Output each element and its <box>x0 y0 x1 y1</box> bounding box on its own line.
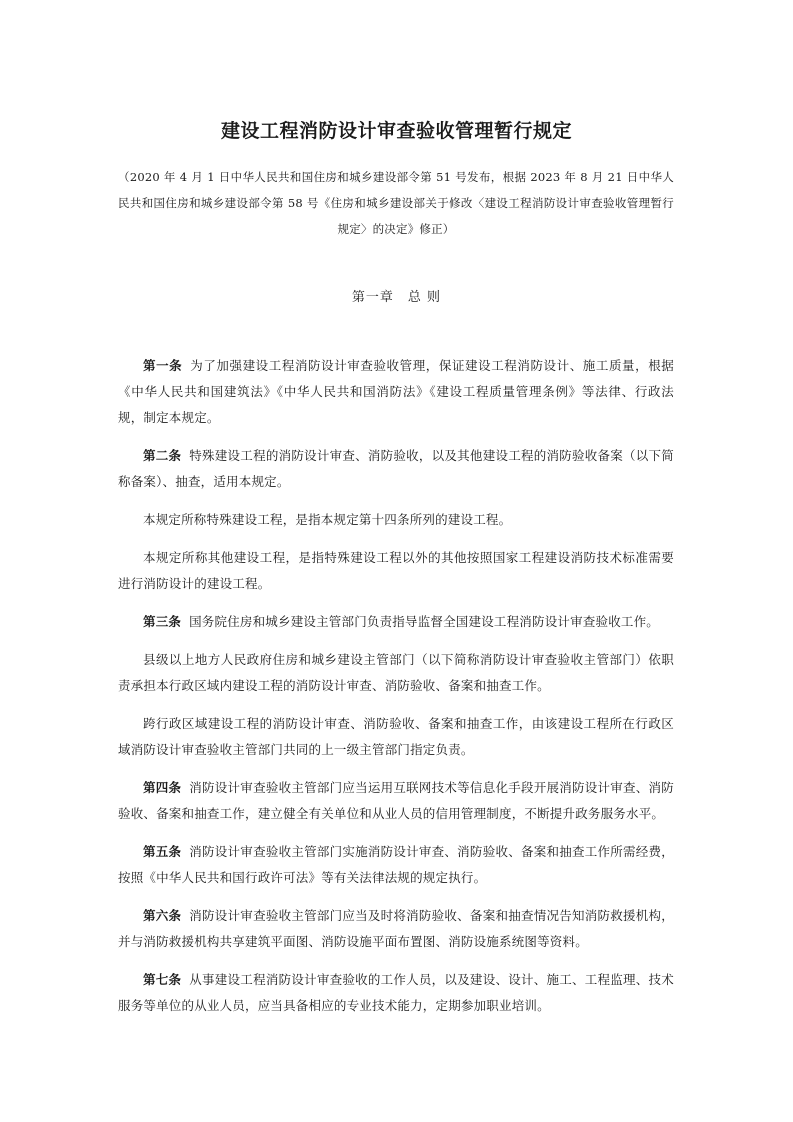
paragraph-text: 从事建设工程消防设计审查验收的工作人员，以及建设、设计、施工、工程监理、技术服务等单位的从业人员，应当具备相应的专业技术能力，定期参加职业培训。 <box>118 972 674 1013</box>
paragraph <box>118 545 674 597</box>
chapter-heading: 第一章 总 则 <box>351 290 442 305</box>
paragraph-text: 消防设计审查验收主管部门应当运用互联网技术等信息化手段开展消防设计审查、消防验收、备案和抽查工作，建立健全有关单位和从业人员的信用管理制度，不断提升政务服务水平。 <box>118 780 674 821</box>
article-number: 第六条 <box>143 908 182 923</box>
article-number: 第四条 <box>143 780 182 795</box>
paragraph <box>118 507 674 533</box>
document-body <box>118 353 674 1031</box>
paragraph-text: 本规定所称其他建设工程，是指特殊建设工程以外的其他按照国家工程建设消防技术标准需要进行消防设计的建设工程。 <box>118 550 674 591</box>
paragraph <box>118 711 674 763</box>
paragraph-text: 特殊建设工程的消防设计审查、消防验收，以及其他建设工程的消防验收备案（以下简称备案）、抽查，适用本规定。 <box>118 448 674 489</box>
paragraph-text: 为了加强建设工程消防设计审查验收管理，保证建设工程消防设计、施工质量，根据《中华人民共和国建筑法》《中华人民共和国消防法》《建设工程质量管理条例》等法律、行政法规，制定本规定。 <box>118 358 674 425</box>
paragraph-text: 消防设计审查验收主管部门应当及时将消防验收、备案和抽查情况告知消防救援机构，并与消防救援机构共享建筑平面图、消防设施平面布置图、消防设施系统图等资料。 <box>118 908 674 949</box>
paragraph-text: 国务院住房和城乡建设主管部门负责指导监督全国建设工程消防设计审查验收工作。 <box>189 614 660 629</box>
article-paragraph <box>118 967 674 1019</box>
article-paragraph <box>118 903 674 955</box>
article-number: 第五条 <box>143 844 182 859</box>
article-number: 第二条 <box>143 448 182 463</box>
paragraph-text: 县级以上地方人民政府住房和城乡建设主管部门（以下简称消防设计审查验收主管部门）依职责承担本行政区域内建设工程的消防设计审查、消防验收、备案和抽查工作。 <box>118 652 674 693</box>
document-title: 建设工程消防设计审查验收管理暂行规定 <box>220 120 572 142</box>
article-paragraph <box>118 353 674 431</box>
revision-note: （2020 年 4 月 1 日中华人民共和国住房和城乡建设部令第 51 号发布，根据 2023 年 8 月 21 日中华人民共和国住房和城乡建设部令第 58 号《住房和城乡建设部关于修改〈建设工程消防设计审查验收管理暂行规定〉的决定》修正） <box>118 170 674 236</box>
article-paragraph <box>118 609 674 635</box>
paragraph-text: 跨行政区域建设工程的消防设计审查、消防验收、备案和抽查工作，由该建设工程所在行政区域消防设计审查验收主管部门共同的上一级主管部门指定负责。 <box>118 716 674 757</box>
article-paragraph <box>118 775 674 827</box>
article-paragraph <box>118 443 674 495</box>
article-number: 第七条 <box>143 972 182 987</box>
paragraph-text: 本规定所称特殊建设工程，是指本规定第十四条所列的建设工程。 <box>143 512 512 527</box>
article-paragraph <box>118 839 674 891</box>
article-number: 第一条 <box>143 358 183 373</box>
paragraph <box>118 647 674 699</box>
paragraph-text: 消防设计审查验收主管部门实施消防设计审查、消防验收、备案和抽查工作所需经费，按照《中华人民共和国行政许可法》等有关法律法规的规定执行。 <box>118 844 674 885</box>
article-number: 第三条 <box>143 614 182 629</box>
